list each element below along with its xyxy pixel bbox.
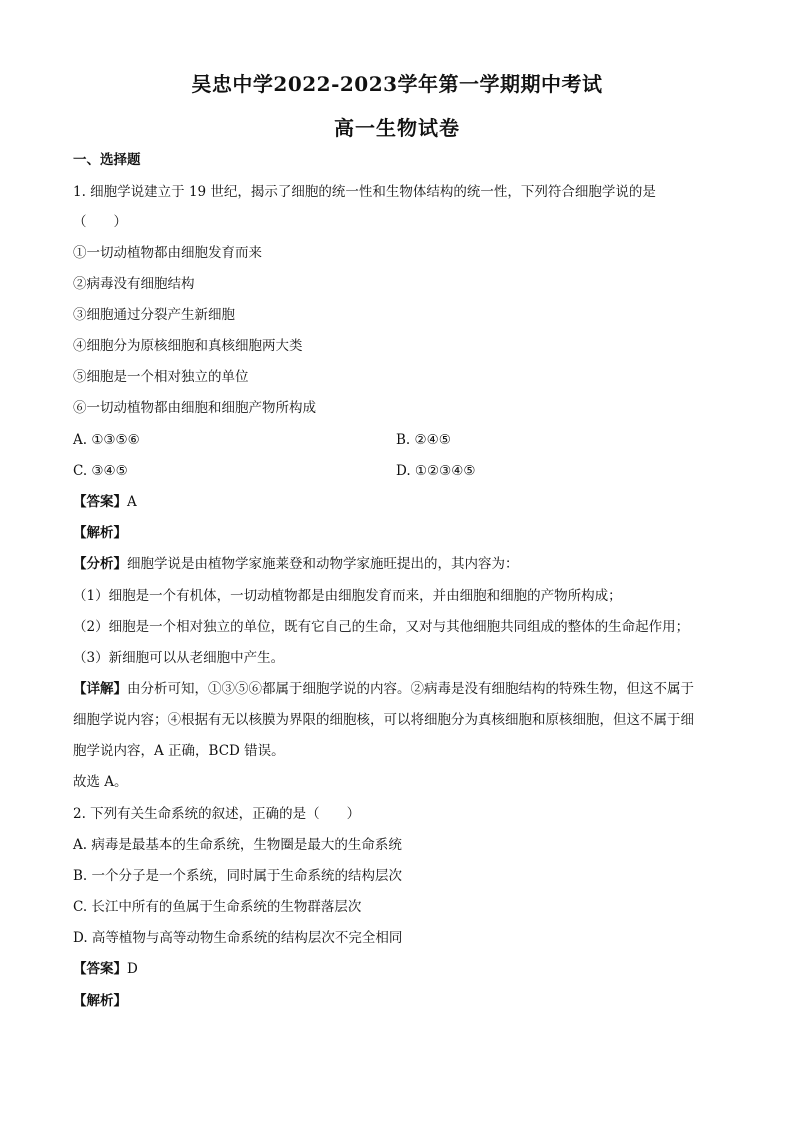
q1-stem-line2: （ ）: [73, 214, 127, 230]
q1-point-3: （3）新细胞可以从老细胞中产生。: [73, 650, 285, 666]
q1-xiangjie-line2: 细胞学说内容；④根据有无以核膜为界限的细胞核，可以将细胞分为真核细胞和原核细胞，但这不属于细: [73, 712, 694, 728]
exam-title: 吴忠中学2022-2023学年第一学期期中考试: [191, 72, 603, 96]
q2-analysis-tag: 【解析】: [73, 993, 127, 1009]
q2-option-d: D. 高等植物与高等动物生命系统的结构层次不完全相同: [73, 930, 403, 946]
fenxi-text: 细胞学说是由植物学家施莱登和动物学家施旺提出的，其内容为：: [127, 556, 519, 572]
answer-tag: 【答案】: [73, 961, 127, 977]
q1-statement-2: ②病毒没有细胞结构: [73, 276, 195, 292]
answer-tag: 【答案】: [73, 494, 127, 510]
q1-answer-line: [73, 492, 137, 512]
q1-xiangjie-line1: [73, 679, 694, 699]
q1-option-c: C. ③④⑤: [73, 463, 128, 479]
q1-xiangjie-line3: 胞学说内容，A 正确，BCD 错误。: [73, 743, 285, 759]
q1-statement-3: ③细胞通过分裂产生新细胞: [73, 307, 235, 323]
q1-statement-1: ①一切动植物都由细胞发育而来: [73, 245, 262, 261]
q1-analysis-tag: 【解析】: [73, 525, 127, 541]
q1-answer-value: A: [127, 494, 137, 510]
fenxi-tag: 【分析】: [73, 556, 127, 572]
q2-answer-line: [73, 959, 138, 979]
q2-option-a: A. 病毒是最基本的生命系统，生物圈是最大的生命系统: [73, 837, 402, 853]
q1-statement-5: ⑤细胞是一个相对独立的单位: [73, 369, 249, 385]
q1-stem-line1: 1. 细胞学说建立于 19 世纪，揭示了细胞的统一性和生物体结构的统一性，下列符合细胞学说的是: [73, 184, 656, 200]
xiangjie-text-1: 由分析可知，①③⑤⑥都属于细胞学说的内容。②病毒是没有细胞结构的特殊生物，但这不属于: [127, 681, 694, 697]
q1-statement-4: ④细胞分为原核细胞和真核细胞两大类: [73, 338, 303, 354]
q1-option-d: D. ①②③④⑤: [396, 463, 476, 479]
q1-point-1: （1）细胞是一个有机体，一切动植物都是由细胞发育而来，并由细胞和细胞的产物所构成；: [73, 588, 622, 604]
q1-fenxi-line: [73, 554, 519, 574]
q2-option-c: C. 长江中所有的鱼属于生命系统的生物群落层次: [73, 899, 362, 915]
q1-option-a: A. ①③⑤⑥: [73, 432, 140, 448]
q1-point-2: （2）细胞是一个相对独立的单位，既有它自己的生命，又对与其他细胞共同组成的整体的生命起作用；: [73, 619, 690, 635]
exam-subtitle: 高一生物试卷: [334, 116, 460, 140]
q2-option-b: B. 一个分子是一个系统，同时属于生命系统的结构层次: [73, 868, 403, 884]
q2-stem: 2. 下列有关生命系统的叙述，正确的是（ ）: [73, 806, 361, 822]
xiangjie-tag: 【详解】: [73, 681, 127, 697]
q2-answer-value: D: [127, 961, 138, 977]
q1-option-b: B. ②④⑤: [396, 432, 451, 448]
q1-conclusion: 故选 A。: [73, 774, 128, 790]
section-heading: 一、选择题: [73, 152, 141, 168]
q1-statement-6: ⑥一切动植物都由细胞和细胞产物所构成: [73, 400, 316, 416]
